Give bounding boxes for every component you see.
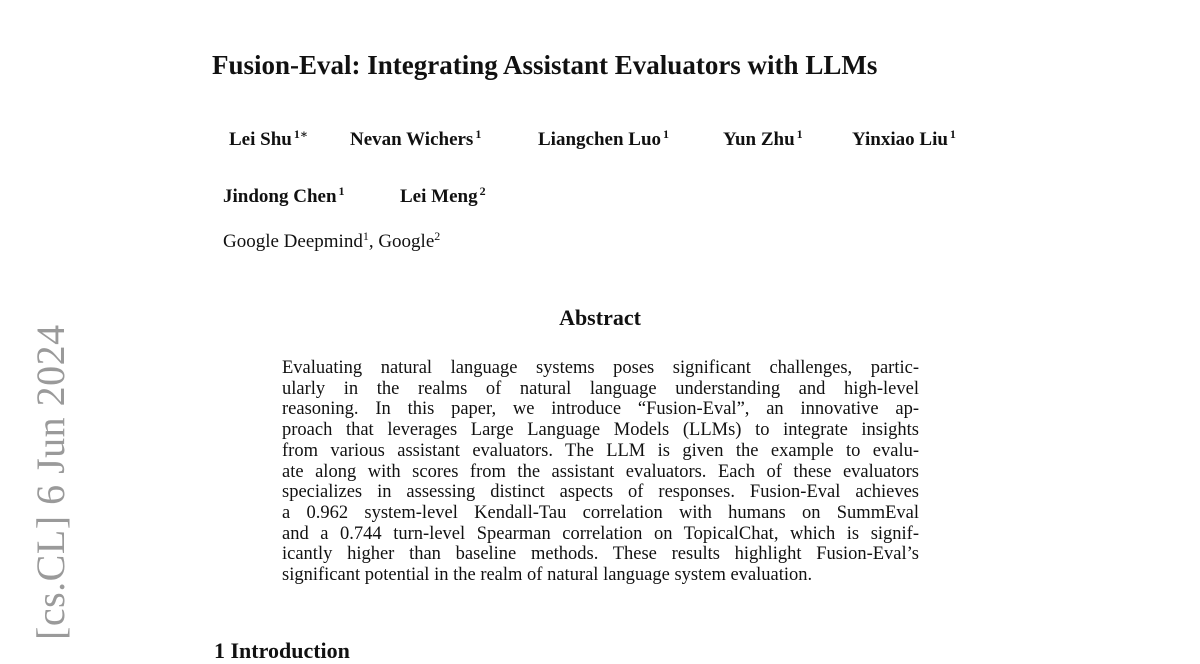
author-name: Lei Shu [229, 129, 292, 150]
abstract-line: icantly higher than baseline methods. These results highlight Fusion-Eval’s [282, 544, 919, 565]
affiliation-mark: 1 [362, 229, 369, 243]
paper-title: Fusion-Eval: Integrating Assistant Evaluators with LLMs [212, 50, 878, 80]
abstract-line: significant potential in the realm of natural language system evaluation. [282, 565, 813, 586]
abstract-line: ularly in the realms of natural language understanding and high-level [282, 378, 919, 399]
author-yun-zhu [723, 127, 803, 151]
author-name: Lei Meng [400, 186, 478, 207]
abstract-body [282, 358, 919, 586]
section-heading-introduction: 1 Introduction [214, 638, 350, 663]
author-affil-mark: 1 [475, 127, 482, 141]
abstract-line: reasoning. In this paper, we introduce “Fusion-Eval”, an innovative ap- [282, 399, 919, 420]
author-name: Liangchen Luo [538, 129, 662, 150]
author-affil-mark: 1 [949, 127, 956, 141]
affiliation-name: Google [378, 231, 435, 252]
affiliation-mark: 2 [434, 229, 441, 243]
affiliation-name: Google Deepmind [223, 231, 363, 252]
author-name: Nevan Wichers [350, 129, 474, 150]
author-jindong-chen [223, 184, 345, 208]
author-affil-mark: 1 [796, 127, 803, 141]
affiliation-separator: , [368, 231, 379, 252]
author-lei-shu [229, 127, 308, 151]
author-name: Yun Zhu [723, 129, 795, 150]
author-name: Jindong Chen [223, 186, 337, 207]
author-nevan-wichers [350, 127, 481, 151]
abstract-line: proach that leverages Large Language Models (LLMs) to integrate insights [282, 420, 919, 441]
abstract-line: Evaluating natural language systems poses significant challenges, partic- [282, 358, 919, 378]
author-lei-meng [400, 184, 486, 208]
abstract-line: from various assistant evaluators. The LLM is given the example to evalu- [282, 440, 919, 461]
abstract-line: a 0.962 system-level Kendall-Tau correlation with humans on SummEval [282, 502, 919, 523]
author-yinxiao-liu [852, 127, 956, 151]
author-affil-mark: 1 [338, 184, 345, 198]
affiliations [223, 229, 440, 253]
abstract-line: and a 0.744 turn-level Spearman correlation on TopicalChat, which is signif- [282, 523, 919, 544]
abstract-heading: Abstract [559, 305, 641, 330]
arxiv-stamp: [cs.CL] 6 Jun 2024 [28, 324, 73, 640]
author-name: Yinxiao Liu [852, 129, 948, 150]
author-liangchen-luo [538, 127, 669, 151]
abstract-line: ate along with scores from the assistant evaluators. Each of these evaluators [282, 461, 919, 482]
author-affil-mark: 2 [479, 184, 486, 198]
abstract-line: specializes in assessing distinct aspects of responses. Fusion-Eval achieves [282, 482, 919, 503]
author-affil-mark: 1∗ [293, 127, 309, 141]
author-affil-mark: 1 [663, 127, 670, 141]
